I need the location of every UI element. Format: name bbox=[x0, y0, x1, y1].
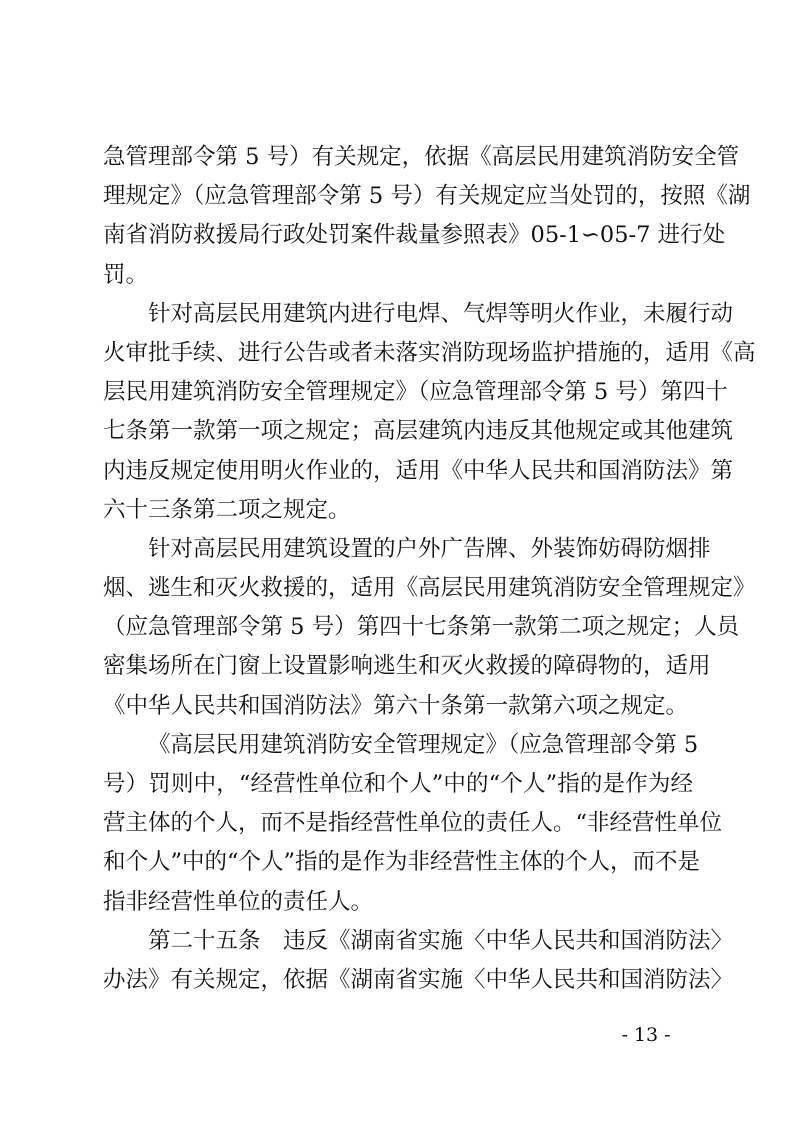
paragraph-2-line-2: 火审批手续、进行公告或者未落实消防现场监护措施的，适用《高 bbox=[103, 339, 756, 366]
paragraph-1-line-1: 急管理部令第 5 号）有关规定，依据《高层民用建筑消防安全管 bbox=[103, 144, 740, 170]
paragraph-4-line-1: 《高层民用建筑消防安全管理规定》（应急管理部令第 5 bbox=[148, 731, 699, 758]
paragraph-3-line-5: 《中华人民共和国消防法》第六十条第一款第六项之规定。 bbox=[103, 692, 689, 719]
paragraph-1-line-2: 理规定》（应急管理部令第 5 号）有关规定应当处罚的，按照《湖 bbox=[103, 183, 751, 210]
paragraph-2-line-6: 六十三条第二项之规定。 bbox=[103, 496, 351, 523]
paragraph-3-line-1: 针对高层民用建筑设置的户外广告牌、外装饰妨碍防烟排 bbox=[148, 535, 711, 562]
document-body bbox=[103, 138, 756, 1000]
paragraph-4-line-3: 营主体的个人，而不是指经营性单位的责任人。“非经营性单位 bbox=[103, 810, 723, 837]
paragraph-4-line-5: 指非经营性单位的责任人。 bbox=[103, 888, 374, 915]
paragraph-4-line-2: 号）罚则中，“经营性单位和个人”中的“个人”指的是作为经 bbox=[103, 771, 693, 797]
paragraph-3-line-4: 密集场所在门窗上设置影响逃生和灭火救援的障碍物的，适用 bbox=[103, 653, 711, 680]
page-number: - 13 - bbox=[621, 1024, 671, 1046]
paragraph-5-line-1: 第二十五条 违反《湖南省实施〈中华人民共和国消防法〉 bbox=[148, 927, 734, 954]
paragraph-1-line-4: 罚。 bbox=[103, 261, 149, 288]
paragraph-5-line-2: 办法》有关规定，依据《湖南省实施〈中华人民共和国消防法〉 bbox=[103, 966, 734, 993]
paragraph-2-line-5: 内违反规定使用明火作业的，适用《中华人民共和国消防法》第 bbox=[103, 457, 734, 484]
paragraph-4-line-4: 和个人”中的“个人”指的是作为非经营性主体的个人，而不是 bbox=[103, 849, 701, 876]
paragraph-3-line-2: 烟、逃生和灭火救援的，适用《高层民用建筑消防安全管理规定》 bbox=[103, 575, 756, 602]
paragraph-3-line-3: （应急管理部令第 5 号）第四十七条第一款第二项之规定；人员 bbox=[103, 614, 740, 641]
paragraph-1-line-3: 南省消防救援局行政处罚案件裁量参照表》05-1∽05-7 进行处 bbox=[103, 222, 726, 249]
paragraph-2-line-4: 七条第一款第一项之规定；高层建筑内违反其他规定或其他建筑 bbox=[103, 418, 734, 445]
paragraph-2-line-3: 层民用建筑消防安全管理规定》（应急管理部令第 5 号）第四十 bbox=[103, 379, 728, 406]
paragraph-2-line-1: 针对高层民用建筑内进行电焊、气焊等明火作业，未履行动 bbox=[148, 300, 734, 327]
